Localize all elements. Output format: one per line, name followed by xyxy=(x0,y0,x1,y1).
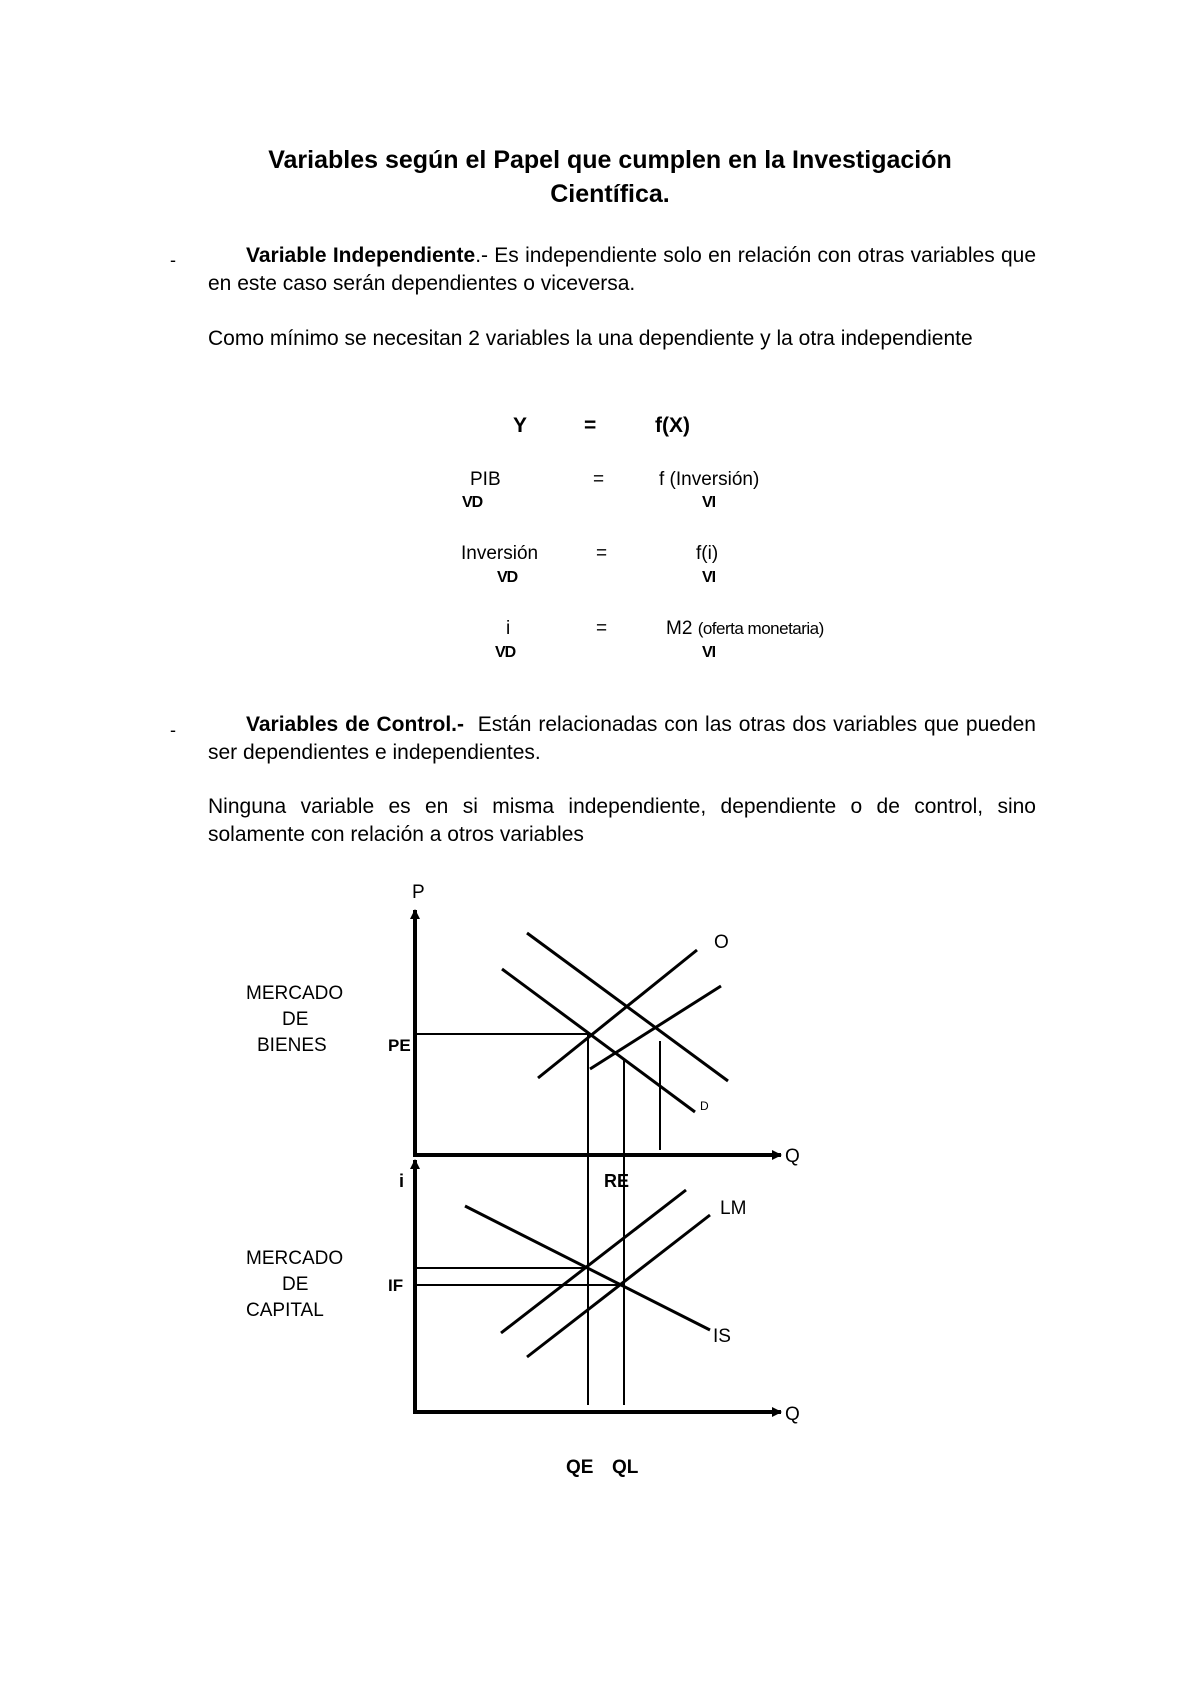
top-market-line-1: MERCADO xyxy=(246,983,344,1004)
formula-f-i: f(i) xyxy=(696,543,719,564)
text-independent-variable: .- Es independiente solo en relación con otras variables que en este caso serán dependientes o viceversa. xyxy=(208,244,1037,295)
label-if: IF xyxy=(388,1276,404,1295)
bottom-market-line-1: MERCADO xyxy=(246,1248,344,1269)
demand-curve xyxy=(502,969,695,1112)
bottom-market-line-3: CAPITAL xyxy=(246,1300,324,1321)
formula-fx: f(X) xyxy=(655,414,690,437)
tag-vd-1: VD xyxy=(462,494,483,511)
supply-curve-shifted xyxy=(590,986,721,1069)
formula-equals-4: = xyxy=(596,618,608,639)
bullet-2: - xyxy=(170,720,176,740)
tag-vi-2: VI xyxy=(702,569,716,586)
label-is: IS xyxy=(713,1326,731,1347)
formula-i: i xyxy=(506,618,511,639)
tag-vd-3: VD xyxy=(495,644,516,661)
lm-curve xyxy=(501,1190,686,1333)
formula-equals: = xyxy=(584,414,597,437)
label-q-bottom: Q xyxy=(785,1404,800,1425)
label-ql: QL xyxy=(612,1457,639,1478)
label-qe: QE xyxy=(566,1457,594,1478)
title-line-2: Científica. xyxy=(550,180,670,208)
top-market-line-3: BIENES xyxy=(257,1035,327,1056)
formula-m2-description: (oferta monetaria) xyxy=(697,619,824,638)
formula-m2-symbol: M2 xyxy=(666,618,693,639)
tag-vi-1: VI xyxy=(702,494,716,511)
term-independent-variable: Variable Independiente xyxy=(246,244,476,267)
title-line-1: Variables según el Papel que cumplen en la Investigación xyxy=(268,146,952,174)
formula-f-inversion: f (Inversión) xyxy=(659,469,760,490)
label-re: RE xyxy=(604,1171,630,1191)
label-p: P xyxy=(412,882,425,903)
tag-vi-3: VI xyxy=(702,644,716,661)
formula-inversion: Inversión xyxy=(461,543,539,564)
bullet-1: - xyxy=(170,250,176,270)
paragraph-minimum-variables: Como mínimo se necesitan 2 variables la una dependiente y la otra independiente xyxy=(208,327,973,350)
text-control-variables: Están relacionadas con las otras dos variables que pueden ser dependientes e independientes. xyxy=(208,713,1036,764)
label-d: D xyxy=(700,1099,709,1113)
tag-vd-2: VD xyxy=(497,569,518,586)
formula-equals-3: = xyxy=(596,543,608,564)
label-q-top: Q xyxy=(785,1146,800,1167)
formula-equals-2: = xyxy=(593,469,605,490)
label-pe: PE xyxy=(388,1036,411,1055)
bottom-market-line-2: DE xyxy=(282,1274,309,1295)
term-control-variables: Variables de Control.- xyxy=(246,713,464,736)
formula-pib: PIB xyxy=(470,469,501,490)
top-market-line-2: DE xyxy=(282,1009,309,1030)
formula-y: Y xyxy=(513,414,528,437)
label-lm: LM xyxy=(720,1198,747,1219)
label-o: O xyxy=(714,932,729,953)
label-i: i xyxy=(399,1171,405,1191)
paragraph-no-variable: Ninguna variable es en si misma independiente, dependiente o de control, sino solamente con relación a otros variables xyxy=(208,795,1036,846)
